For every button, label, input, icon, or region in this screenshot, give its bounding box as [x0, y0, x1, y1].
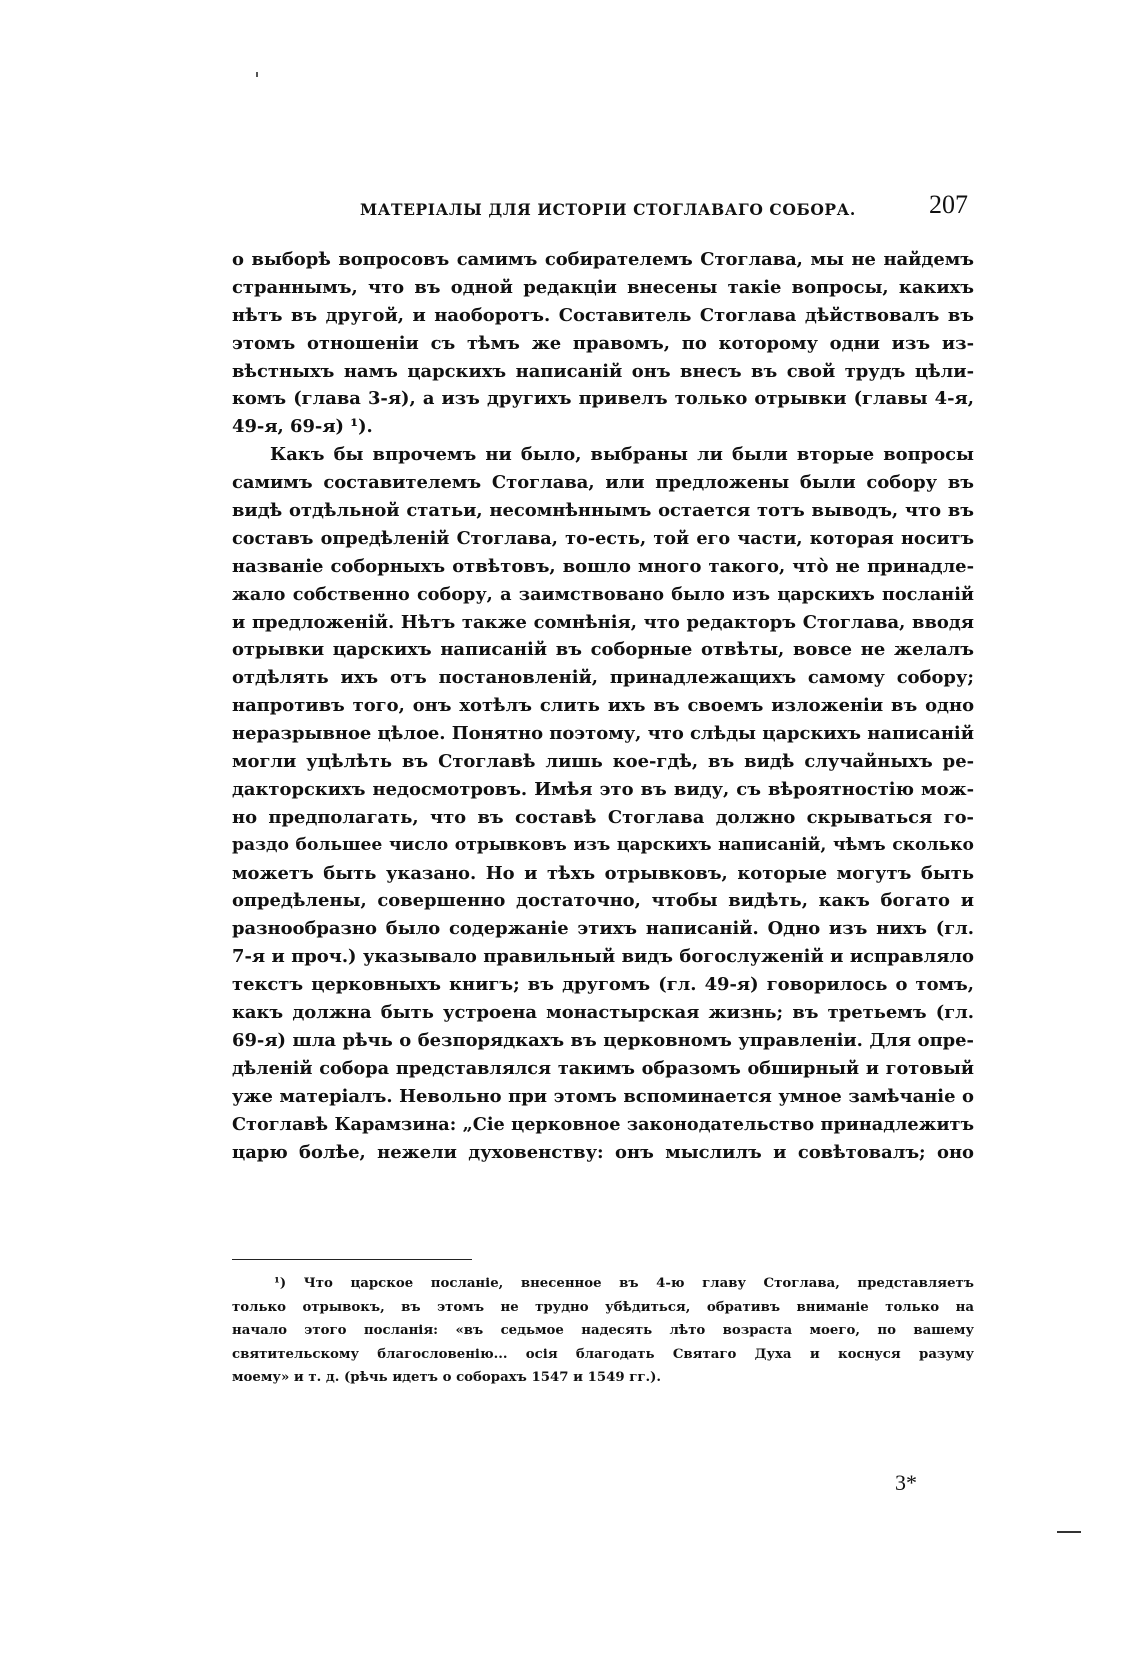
body-line: составъ опредѣленій Стоглава, то-есть, той его части, которая носитъ [232, 527, 974, 549]
body-line: уже матеріалъ. Невольно при этомъ вспоминается умное замѣчаніе о [232, 1085, 974, 1107]
body-line: раздо большее число отрывковъ изъ царскихъ написаній, чѣмъ сколько [232, 834, 974, 855]
body-line: комъ (глава 3-я), а изъ другихъ привелъ только отрывки (главы 4-я, [232, 388, 974, 410]
footnotes [232, 1272, 974, 1390]
body-line: напротивъ того, онъ хотѣлъ слить ихъ въ своемъ изложеніи въ одно [232, 695, 974, 717]
body-line: какъ должна быть устроена монастырская жизнь; въ третьемъ (гл. [232, 1002, 974, 1024]
body-line: видѣ отдѣльной статьи, несомнѣннымъ остается тотъ выводъ, что въ [232, 500, 974, 522]
body-line: жало собственно собору, а заимствовано было изъ царскихъ посланій [232, 583, 974, 605]
body-line: вѣстныхъ намъ царскихъ написаній онъ внесъ въ свой трудъ цѣли- [232, 360, 974, 382]
body-line: 49-я, 69-я) ¹). [232, 416, 373, 438]
footnote-line: моему» и т. д. (рѣчь идетъ о соборахъ 1547 и 1549 гг.). [232, 1370, 662, 1385]
footnote-line: начало этого посланія: «въ седьмое надесять лѣто возраста моего, по вашему [232, 1323, 974, 1338]
body-line: названіе соборныхъ отвѣтовъ, вошло много такого, что̀ не принадле- [232, 555, 974, 577]
body-line: текстъ церковныхъ книгъ; въ другомъ (гл. 49-я) говорилось о томъ, [232, 974, 974, 996]
body-line: могли уцѣлѣть въ Стоглавѣ лишь кое-гдѣ, въ видѣ случайныхъ ре- [232, 751, 974, 773]
body-line: но предполагать, что въ составѣ Стоглава должно скрываться го- [232, 806, 974, 828]
body-line: и предложеній. Нѣтъ также сомнѣнія, что редакторъ Стоглава, вводя [232, 611, 974, 633]
body-line: Стоглавѣ Карамзина: „Сіе церковное законодательство принадлежитъ [232, 1113, 974, 1135]
body-line: царю болѣе, нежели духовенству: онъ мыслилъ и совѣтовалъ; оно [232, 1141, 974, 1163]
signature-mark: 3* [895, 1470, 917, 1495]
footnote-line: святительскому благословенію... осія благодать Святаго Духа и коснуся разуму [232, 1346, 974, 1362]
scan-speck [256, 72, 258, 77]
body-line: можетъ быть указано. Но и тѣхъ отрывковъ, которые могутъ быть [232, 862, 974, 884]
footnote-line: ¹) Что царское посланіе, внесенное въ 4-ю главу Стоглава, представляетъ [274, 1276, 974, 1291]
body-line: опредѣлены, совершенно достаточно, чтобы видѣть, какъ богато и [232, 890, 974, 912]
body-line: 7-я и проч.) указывало правильный видъ богослуженій и исправляло [232, 946, 974, 968]
body-text [232, 246, 974, 1166]
footnote-line: только отрывокъ, въ этомъ не трудно убѣдиться, обративъ вниманіе только на [232, 1299, 974, 1315]
body-line: нѣтъ въ другой, и наоборотъ. Составитель Стоглава дѣйствовалъ въ [232, 304, 974, 326]
body-line: страннымъ, что въ одной редакціи внесены такіе вопросы, какихъ [232, 276, 974, 298]
margin-dash [1057, 1531, 1081, 1533]
body-line: этомъ отношеніи съ тѣмъ же правомъ, по которому одни изъ из- [232, 332, 974, 354]
body-line: дѣленій собора представлялся такимъ образомъ обширный и готовый [232, 1057, 974, 1079]
body-line: дакторскихъ недосмотровъ. Имѣя это въ виду, съ вѣроятностію мож- [232, 778, 974, 800]
body-line: отрывки царскихъ написаній въ соборные отвѣты, вовсе не желалъ [232, 639, 974, 661]
body-line: разнообразно было содержаніе этихъ написаній. Одно изъ нихъ (гл. [232, 918, 974, 940]
page-number: 207 [929, 190, 968, 219]
body-line: Какъ бы впрочемъ ни было, выбраны ли были вторые вопросы [270, 444, 974, 466]
body-line: самимъ составителемъ Стоглава, или предложены были собору въ [232, 472, 974, 494]
footnote-divider [232, 1259, 472, 1260]
running-header [232, 190, 974, 224]
header-title: МАТЕРІАЛЫ ДЛЯ ИСТОРІИ СТОГЛАВАГО СОБОРА. [360, 200, 856, 219]
body-line: отдѣлять ихъ отъ постановленій, принадлежащихъ самому собору; [232, 667, 974, 689]
body-line: о выборѣ вопросовъ самимъ собирателемъ Стоглава, мы не найдемъ [232, 249, 974, 270]
body-line: неразрывное цѣлое. Понятно поэтому, что слѣды царскихъ написаній [232, 723, 974, 745]
body-line: 69-я) шла рѣчь о безпорядкахъ въ церковномъ управленіи. Для опре- [232, 1029, 974, 1051]
